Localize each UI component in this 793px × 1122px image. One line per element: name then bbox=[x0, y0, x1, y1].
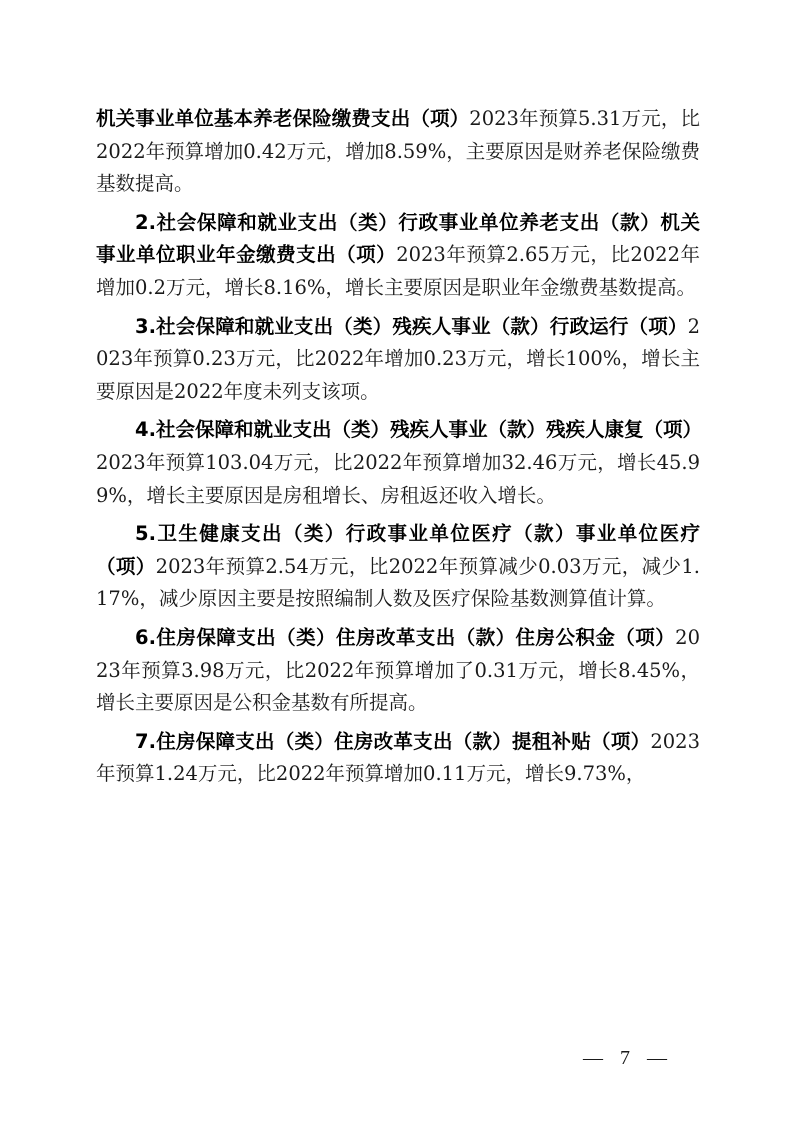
paragraph-text: 2023年预算2.65万元，比2022年增加0.2万元，增长8.16%，增长主要原因是职业年金缴费基数提高。 bbox=[96, 243, 700, 299]
paragraph-disability-rehab bbox=[96, 414, 700, 512]
paragraph-heading: 7.住房保障支出（类）住房改革支出（款）提租补贴（项） bbox=[135, 729, 651, 753]
paragraph-text: 2023年预算3.98万元，比2022年预算增加了0.31万元，增长8.45%，增长主要原因是公积金基数有所提高。 bbox=[96, 625, 700, 715]
paragraph-text: 2023年预算1.24万元，比2022年预算增加0.11万元，增长9.73%， bbox=[96, 729, 700, 786]
paragraph-text: 2023年预算0.23万元，比2022年增加0.23万元，增长100%，增长主要原因是2022年度未列支该项。 bbox=[96, 314, 700, 403]
paragraph-health-medical bbox=[96, 518, 700, 616]
paragraph-text: 2023年预算5.31万元，比2022年预算增加0.42万元，增加8.59%，主要原因是财养老保险缴费基数提高。 bbox=[96, 107, 700, 196]
paragraph-heading: 3.社会保障和就业支出（类）残疾人事业（款）行政运行（项） bbox=[135, 314, 688, 338]
paragraph-pension-insurance bbox=[96, 103, 700, 201]
paragraph-text: 2023年预算2.54万元，比2022年预算减少0.03万元，减少1.17%，减少原因主要是按照编制人数及医疗保险基数测算值计算。 bbox=[96, 554, 700, 611]
paragraph-heading: 4.社会保障和就业支出（类）残疾人事业（款）残疾人康复（项） bbox=[135, 418, 702, 442]
paragraph-occupational-annuity bbox=[96, 207, 700, 305]
paragraph-disability-operation bbox=[96, 311, 700, 409]
document-body bbox=[96, 103, 700, 797]
paragraph-heading: 5.卫生健康支出（类）行政事业单位医疗（款）事业单位医疗（项） bbox=[96, 522, 700, 578]
paragraph-heading: 机关事业单位基本养老保险缴费支出（项） bbox=[96, 107, 470, 130]
paragraph-housing-fund bbox=[96, 622, 700, 720]
paragraph-rent-subsidy bbox=[96, 726, 700, 791]
paragraph-heading: 6.住房保障支出（类）住房改革支出（款）住房公积金（项） bbox=[135, 625, 676, 649]
paragraph-heading: 2.社会保障和就业支出（类）行政事业单位养老支出（款）机关事业单位职业年金缴费支出（项） bbox=[96, 210, 700, 267]
page-number: — 7 — bbox=[583, 1047, 673, 1069]
paragraph-text: 2023年预算103.04万元，比2022年预算增加32.46万元，增长45.99%，增长主要原因是房租增长、房租返还收入增长。 bbox=[96, 450, 700, 507]
